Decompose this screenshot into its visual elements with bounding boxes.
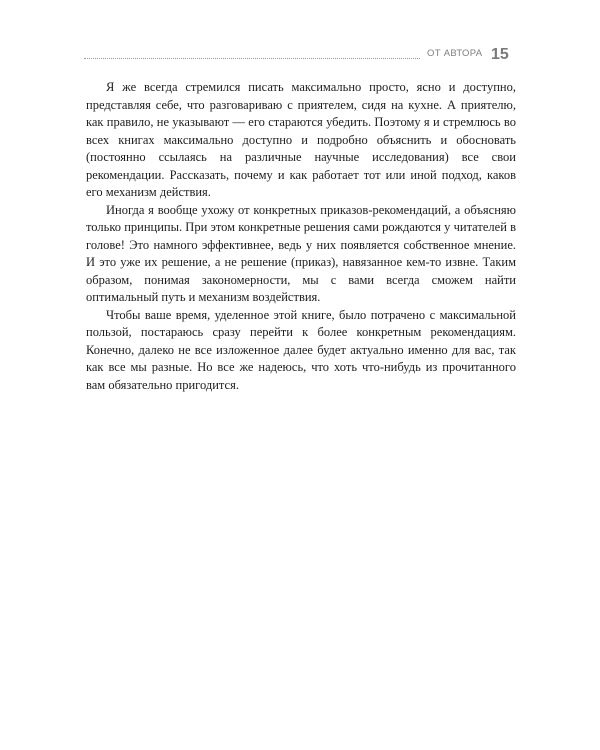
body-text [86, 79, 516, 394]
header-dotted-rule [84, 58, 420, 59]
header-section-title: ОТ АВТОРА [427, 48, 483, 59]
paragraph-1: Я же всегда стремился писать максимально просто, ясно и доступно, представляя себе, что разговариваю с приятелем, сидя на кухне. А приятелю, как правило, не указывают — его стараются убедить. Поэтому я и стремлюсь во всех книгах максимально доступно и подробно объяснить и обосновать (постоянно ссылаясь на различные научные исследования) все свои рекомендации. Рассказать, почему и как работает тот или иной подход, каков его механизм действия. [86, 80, 516, 199]
running-header [84, 44, 516, 68]
paragraph-3: Чтобы ваше время, уделенное этой книге, было потрачено с максимальной пользой, постараюсь сразу перейти к более конкретным рекомендациям. Конечно, далеко не все изложенное далее будет актуально именно для вас, так как все мы разные. Но все же надеюсь, что хоть что-нибудь из прочитанного вам обязательно пригодится. [86, 307, 516, 392]
paragraph-2: Иногда я вообще ухожу от конкретных приказов-рекомендаций, а объясняю только принципы. При этом конкретные решения сами рождаются у читателей в голове! Это намного эффективнее, ведь у них появляется собственное мнение. И это уже их решение, а не решение (приказ), навязанное кем-то извне. Таким образом, понимая закономерности, мы с вами всегда сможем найти оптимальный путь и механизм воздействия. [86, 202, 516, 304]
page-number: 15 [491, 46, 509, 63]
